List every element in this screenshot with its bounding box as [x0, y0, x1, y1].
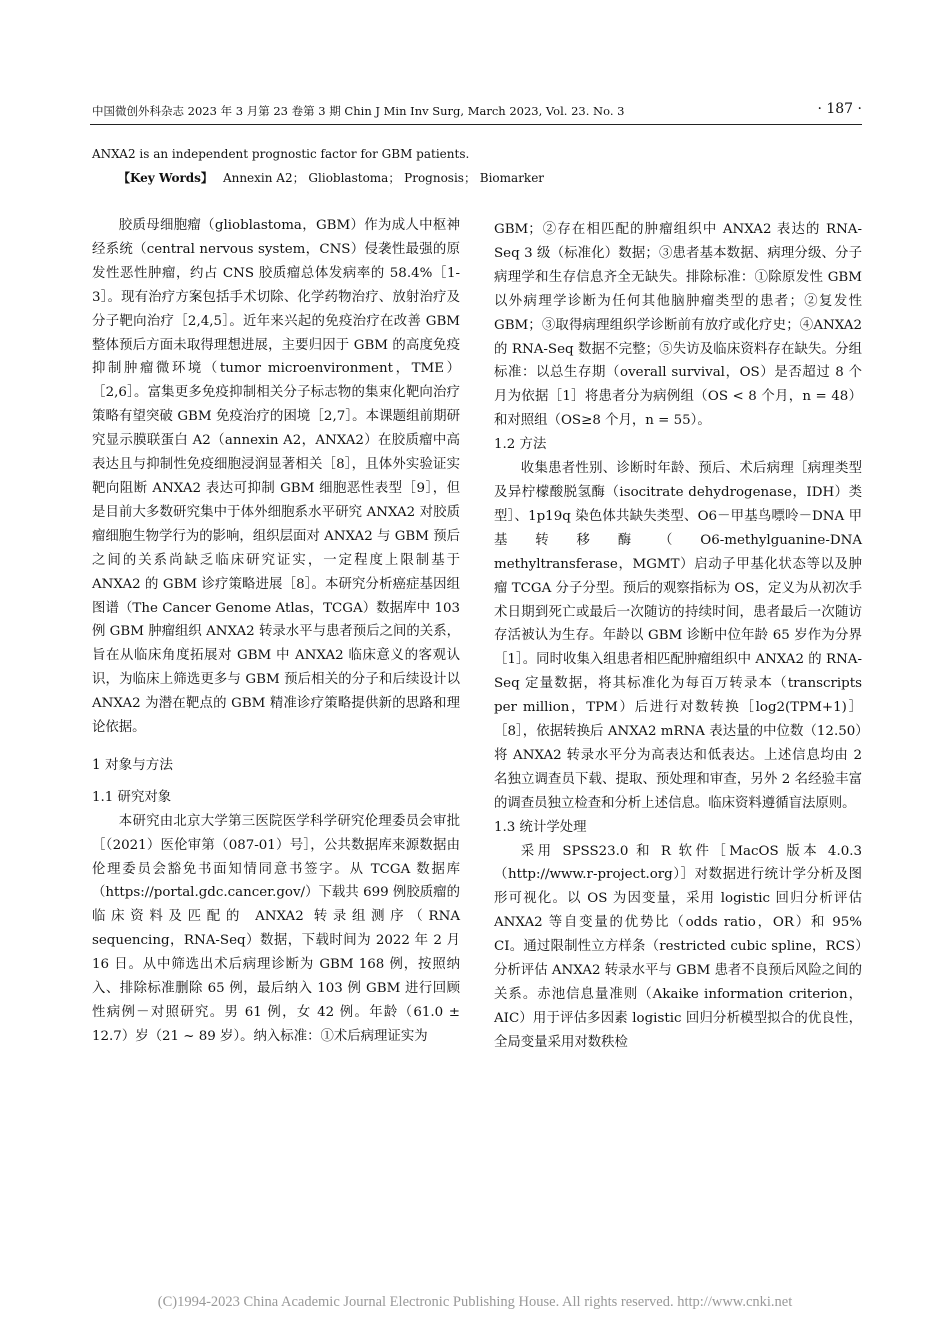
subsection-title-1-2: 1.2 方法	[494, 437, 547, 453]
keywords	[118, 170, 858, 186]
abstract-tail: ANXA2 is an independent prognostic factor for GBM patients.	[92, 147, 470, 161]
subsection-title-1-1: 1.1 研究对象	[92, 789, 172, 805]
methods-paragraph-3: 采用 SPSS23.0 和 R 软件［MacOS 版本 4.0.3（http://www.r-project.org）］对数据进行统计学分析及图形可视化。以 OS 为因变量，采用 logistic 回归分析评估 ANXA2 等自变量的优势比（odds ratio，OR）和 95% CI。通过限制性立方样条（restricted cubic spline，RCS）分析评估 ANXA2 转录水平与 GBM 患者不良预后风险之间的关系。赤池信息量准则（Akaike information criterion，AIC）用于评估多因素 logistic 回归分析模型拟合的优良性，全局变量采用对数秩检	[494, 843, 862, 1050]
keywords-text: Annexin A2； Glioblastoma； Prognosis； Biomarker	[222, 171, 545, 185]
section-title: 1 对象与方法	[92, 756, 173, 773]
methods-paragraph-1: 本研究由北京大学第三医院医学科学研究伦理委员会审批［（2021）医伦审第（087-01）号］，公共数据库来源数据由伦理委员会豁免书面知情同意书签字。从 TCGA 数据库（https://portal.gdc.cancer.gov/）下载共 699 例胶质瘤的临床资料及匹配的 ANXA2 转录组测序（RNA sequencing，RNA-Seq）数据，下载时间为 2022 年 2 月 16 日。从中筛选出术后病理诊断为 GBM 168 例，按照纳入、排除标准删除 65 例，最后纳入 103 例 GBM 进行回顾性病例－对照研究。男 61 例，女 42 例。年龄（61.0 ± 12.7）岁（21 ~ 89 岁）。纳入标准：①术后病理证实为	[92, 813, 460, 1044]
continued-paragraph: GBM；②存在相匹配的肿瘤组织中 ANXA2 表达的 RNA-Seq 3 级（标准化）数据；③患者基本数据、病理分级、分子病理学和生存信息齐全无缺失。排除标准：①除原发性 GBM 以外病理学诊断为任何其他脑肿瘤类型的患者；②复发性 GBM；③取得病理组织学诊断前有放疗或化疗史；④ANXA2 的 RNA-Seq 数据不完整；⑤失访及临床资料存在缺失。分组标准：以总生存期（overall survival，OS）是否超过 8 个月为依据［1］将患者分为病例组（OS < 8 个月，n = 48）和对照组（OS≥8 个月，n = 55）。	[494, 222, 862, 429]
intro-paragraph: 胶质母细胞瘤（glioblastoma，GBM）作为成人中枢神经系统（central nervous system，CNS）侵袭性最强的原发性恶性肿瘤，约占 CNS 胶质瘤总体发病率的 58.4%［1-3］。现有治疗方案包括手术切除、化学药物治疗、放射治疗及分子靶向治疗［2,4,5］。近年来兴起的免疫治疗在改善 GBM 整体预后方面未取得理想进展，主要归因于 GBM 的高度免疫抑制肿瘤微环境（tumor microenvironment，TME）［2,6］。富集更多免疫抑制相关分子标志物的集束化靶向治疗策略有望突破 GBM 免疫治疗的困境［2,7］。本课题组前期研究显示膜联蛋白 A2（annexin A2，ANXA2）在胶质瘤中高表达且与抑制性免疫细胞浸润显著相关［8］，且体外实验证实靶向阻断 ANXA2 表达可抑制 GBM 细胞恶性表型［9］，但是目前大多数研究集中于体外细胞系水平研究 ANXA2 对胶质瘤细胞生物学行为的影响，组织层面对 ANXA2 与 GBM 预后之间的关系尚缺乏临床研究证实，一定程度上限制基于 ANXA2 的 GBM 诊疗策略进展［8］。本研究分析癌症基因组图谱（The Cancer Genome Atlas，TCGA）数据库中 103 例 GBM 肿瘤组织 ANXA2 转录水平与患者预后之间的关系，旨在从临床角度拓展对 GBM 中 ANXA2 临床意义的客观认识，为临床上筛选更多与 GBM 预后相关的分子和后续设计以 ANXA2 为潜在靶点的 GBM 精准诊疗策略提供新的思路和理论依据。	[92, 218, 460, 736]
page-number: · 187 ·	[817, 101, 862, 117]
left-column	[92, 214, 460, 1049]
keywords-label: 【Key Words】	[118, 171, 213, 185]
running-header	[92, 103, 862, 119]
running-head-text: 中国微创外科杂志 2023 年 3 月第 23 卷第 3 期 Chin J Min Inv Surg, March 2023, Vol. 23. No. 3	[92, 104, 625, 118]
copyright-footer: (C)1994-2023 China Academic Journal Electronic Publishing House. All rights reserved. http://www.cnki.net	[157, 1294, 793, 1310]
methods-paragraph-2: 收集患者性别、诊断时年龄、预后、术后病理［病理类型及异柠檬酸脱氢酶（isocitrate dehydrogenase，IDH）类型］、1p19q 染色体共缺失类型、O6－甲基鸟嘌呤－DNA 甲基转移酶（O6-methylguanine-DNA methyltransferase，MGMT）启动子甲基化状态等以及肿瘤 TCGA 分子分型。预后的观察指标为 OS，定义为从初次手术日期到死亡或最后一次随访的持续时间，患者最后一次随访存活被认为生存。年龄以 GBM 诊断中位年龄 65 岁作为分界［1］。同时收集入组患者相匹配肿瘤组织中 ANXA2 的 RNA-Seq 定量数据，将其标准化为每百万转录本（transcripts per million，TPM）后进行对数转换［log2(TPM+1)］［8］，依据转换后 ANXA2 mRNA 表达量的中位数（12.50）将 ANXA2 转录水平分为高表达和低表达。上述信息均由 2 名独立调查员下载、提取、预处理和审查，另外 2 名经验丰富的调查员独立检查和分析上述信息。临床资料遵循盲法原则。	[494, 461, 862, 811]
header-rule	[90, 124, 862, 125]
right-column	[494, 218, 862, 1055]
subsection-title-1-3: 1.3 统计学处理	[494, 819, 587, 835]
